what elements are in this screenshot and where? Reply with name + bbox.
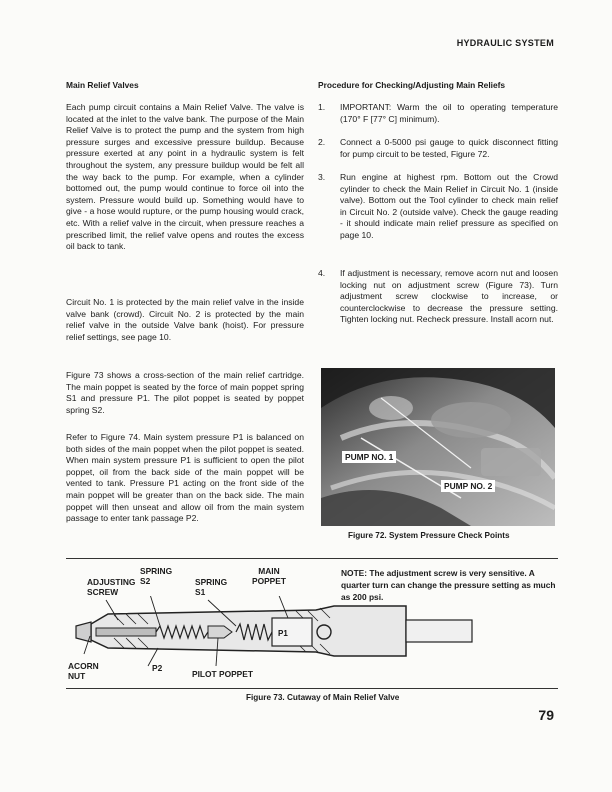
step-number: 3. [318, 172, 326, 182]
page-number: 79 [538, 707, 554, 723]
relief-valve-cutaway [66, 596, 486, 673]
page-header: HYDRAULIC SYSTEM [456, 38, 554, 48]
procedure-step [318, 172, 558, 242]
label-line: SCREW [87, 587, 119, 597]
step-number: 4. [318, 268, 326, 278]
adjusting-screw-label [87, 577, 135, 597]
label-line: MAIN [258, 566, 280, 576]
relief-valve-drawing [66, 596, 486, 668]
paragraph-figure73: Figure 73 shows a cross-section of the main relief cartridge. The main poppet is seated by the force of main poppet spring S1 and pressure P1. The pilot poppet is seated by poppet spring S2. [66, 370, 304, 415]
main-poppet-label [252, 566, 286, 586]
main-relief-heading: Main Relief Valves [66, 80, 139, 90]
step-text: Connect a 0-5000 psi gauge to quick disconnect fitting for pump circuit to be tested, Figure 72. [340, 137, 558, 159]
step-number: 2. [318, 137, 326, 147]
p1-label: P1 [278, 629, 288, 638]
pump1-label: PUMP NO. 1 [342, 451, 396, 463]
label-line: SPRING [140, 566, 173, 576]
label-line: NUT [68, 671, 86, 681]
label-line: S1 [195, 587, 206, 597]
spring-s1-label [195, 577, 227, 597]
label-line: ACORN [68, 661, 99, 671]
procedure-step [318, 102, 558, 125]
procedure-step [318, 137, 558, 160]
procedure-step [318, 268, 558, 326]
paragraph-circuits: Circuit No. 1 is protected by the main relief valve in the inside valve bank (crowd). Circuit No. 2 is protected by the main relief valve in the outside Valve bank (hoist). For pressure relief settings, see page 10. [66, 297, 304, 342]
adjustment-note: NOTE: The adjustment screw is very sensitive. A quarter turn can change the pressure setting as much as 200 psi. [341, 568, 556, 603]
label-line: SPRING [195, 577, 228, 587]
label-line: POPPET [252, 576, 286, 586]
step-text: IMPORTANT: Warm the oil to operating temperature (170° F [77° C] minimum). [340, 102, 558, 124]
pump2-label: PUMP NO. 2 [441, 480, 495, 492]
figure72-caption: Figure 72. System Pressure Check Points [348, 531, 510, 540]
step-text: Run engine at highest rpm. Bottom out the Crowd cylinder to check the Main Relief in Circuit No. 1 (inside valve). Bottom out the Tool cylinder to check main relief in Circuit No. 2 (outside valve). Check the gauge reading - it should indicate main relief pressure as specified on page 10. [340, 172, 558, 240]
label-line: S2 [140, 576, 151, 586]
paragraph-figure74: Refer to Figure 74. Main system pressure P1 is balanced on both sides of the main poppet when the pilot poppet is seated. When main system pressure P1 is sufficient to open the pilot poppet, oil from the back side of the main poppet will be vented to tank. Pressure P1 acting on the front side of the main poppet will be greater than on the back side. The main poppet will then unseat and allow oil from the main system passage to enter tank passage P2. [66, 432, 304, 524]
figure73-caption: Figure 73. Cutaway of Main Relief Valve [246, 693, 400, 702]
paragraph-main-relief: Each pump circuit contains a Main Relief Valve. The valve is located at the inlet to the valve bank. The purpose of the Main Relief Valve is to protect the pump and the system from high pressure surges and excessive pressure buildup. Because pressure exerted at any point in a hydraulic system is felt throughout the system, any pressure buildup would be felt all the way back to the pump. For example, when a cylinder bottomed out, the pump would continue to force oil into the system. Pressure would build up. Something would have to give - a hose would rupture, or the pump housing would crack, etc. With a relief valve in the circuit, when pressure reaches a prescribed limit, the relief valve opens and routes the excess oil back to tank. [66, 102, 304, 252]
spring-s2-label [140, 566, 172, 586]
procedure-heading: Procedure for Checking/Adjusting Main Reliefs [318, 80, 506, 90]
step-text: If adjustment is necessary, remove acorn nut and loosen locking nut on adjustment screw (Figure 73). Turn adjustment screw clockwise to increase, or counterclockwise to decrease the pressure setting. Tighten locking nut. Recheck pressure. Install acorn nut. [340, 268, 558, 325]
step-number: 1. [318, 102, 326, 112]
pilot-poppet-label: PILOT POPPET [192, 669, 253, 679]
figure72-photo-art [321, 368, 555, 526]
figure73-bottom-rule [66, 688, 558, 689]
p2-label: P2 [152, 663, 163, 673]
label-line: ADJUSTING [87, 577, 136, 587]
figure72-photo [321, 368, 555, 526]
figure73-top-rule [66, 558, 558, 559]
